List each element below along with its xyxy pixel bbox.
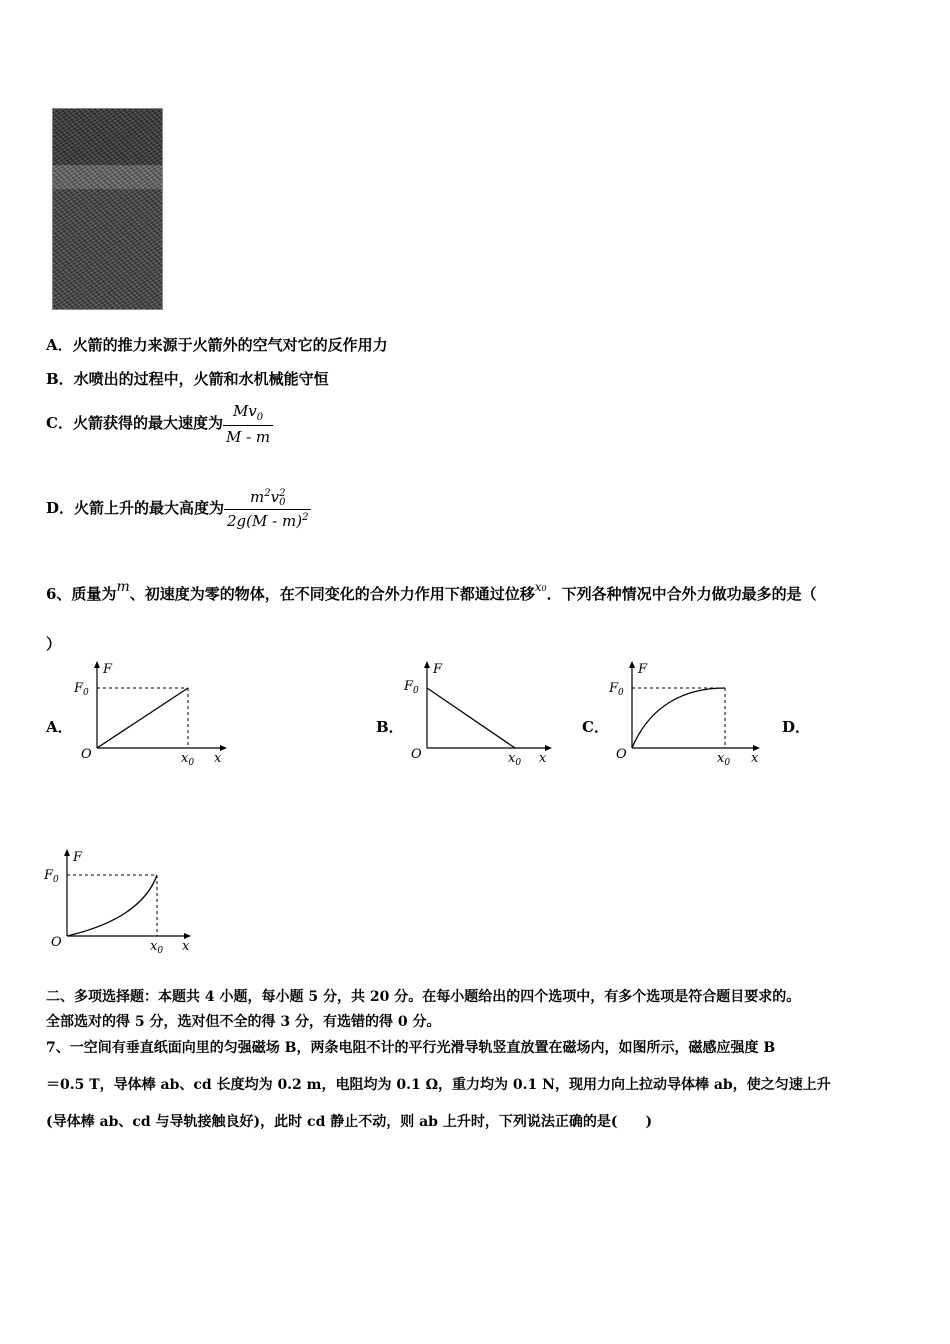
graph-a: [70, 660, 230, 770]
x0-sub: 0: [188, 758, 195, 768]
option-5c-label: C．火箭获得的最大速度为: [46, 414, 223, 432]
x-label: x: [214, 751, 222, 766]
option-5c: [46, 402, 273, 446]
q6-close-paren: ）: [46, 635, 62, 653]
fraction-d: [224, 488, 311, 530]
f-label: F: [103, 662, 113, 677]
f0-label: [73, 681, 89, 698]
option-5a: A．火箭的推力来源于火箭外的空气对它的反作用力: [46, 336, 388, 354]
water-rocket-photo: [52, 108, 163, 310]
section-2-scoring: 全部选对的得 5 分，选对但不全的得 3 分，有选错的得 0 分。: [46, 1014, 441, 1030]
f-label: F: [433, 662, 443, 677]
x0-label: [181, 751, 194, 768]
q6-part3: ．下列各种情况中合外力做功最多的是（: [546, 585, 817, 603]
q6-option-d-label: D．: [782, 718, 811, 736]
frac-c-den: M - m: [225, 428, 271, 446]
x0-x: x: [181, 751, 189, 766]
question-6-stem: [46, 579, 817, 607]
force-curve: [632, 688, 725, 748]
f0-sub: 0: [83, 688, 89, 698]
q6-option-c-label: C．: [582, 718, 609, 736]
frac-d-v-sup: 2: [279, 488, 286, 499]
q6-option-b-label: B．: [376, 718, 404, 736]
x0-label: [717, 751, 730, 768]
frac-d-den: 2g(M - m): [227, 512, 303, 530]
q6-option-a-label: A．: [46, 718, 73, 736]
question-7-line-2: ＝0.5 T，导体棒 ab、cd 长度均为 0.2 m，电阻均为 0.1 Ω，重力均为 0.1 N，现用力向上拉动导体棒 ab，使之匀速上升: [46, 1077, 831, 1093]
f0-label: [403, 679, 419, 696]
fraction-c: [223, 402, 273, 446]
force-curve: [427, 688, 515, 748]
origin-label: O: [411, 747, 422, 762]
y-arrow: [629, 661, 635, 668]
x0-label: [150, 939, 163, 956]
f0-sub: 0: [618, 688, 624, 698]
x0-label: [508, 751, 521, 768]
x0-sub: 0: [515, 758, 522, 768]
x0-x: x: [508, 751, 516, 766]
graph-b: [400, 660, 560, 770]
question-7-line-3: (导体棒 ab、cd 与导轨接触良好)，此时 cd 静止不动，则 ab 上升时，下列说法正确的是( ): [46, 1114, 653, 1130]
x-label: x: [751, 751, 759, 766]
f0-f: F: [609, 681, 619, 696]
force-curve: [67, 875, 157, 936]
force-curve: [97, 688, 188, 748]
graph-d: [40, 848, 200, 958]
frac-c-num: Mv: [232, 402, 257, 420]
f0-f: F: [74, 681, 84, 696]
origin-label: O: [616, 747, 627, 762]
section-2-heading: 二、多项选择题：本题共 4 小题，每小题 5 分，共 20 分。在每小题给出的四个选项中，有多个选项是符合题目要求的。: [46, 989, 801, 1005]
origin-label: O: [51, 935, 62, 950]
question-7-line-1: 7、一空间有垂直纸面向里的匀强磁场 B，两条电阻不计的平行光滑导轨竖直放置在磁场内，如图所示，磁感应强度 B: [46, 1040, 776, 1056]
y-arrow: [424, 661, 430, 668]
x0-sub: 0: [724, 758, 731, 768]
q6-part2: 、初速度为零的物体，在不同变化的合外力作用下都通过位移: [129, 585, 535, 603]
q6-var-m: m: [116, 579, 130, 595]
option-5d: [46, 488, 311, 530]
q6-var-x-sub: 0: [541, 584, 547, 593]
frac-d-m-sup: 2: [264, 488, 271, 499]
f0-sub: 0: [53, 875, 59, 885]
x0-sub: 0: [157, 946, 164, 956]
graph-c: [605, 660, 770, 770]
f-label: F: [638, 662, 648, 677]
option-5b: B．水喷出的过程中，火箭和水机械能守恒: [46, 370, 329, 388]
x0-x: x: [717, 751, 725, 766]
f0-label: [43, 868, 59, 885]
y-arrow: [64, 849, 70, 856]
frac-d-v-sub: 0: [279, 497, 286, 508]
f0-f: F: [44, 868, 54, 883]
x0-x: x: [150, 939, 158, 954]
frac-d-m: m: [249, 488, 265, 506]
frac-c-num-sub: 0: [256, 412, 264, 423]
frac-d-den-sup: 2: [302, 512, 309, 523]
f0-sub: 0: [413, 686, 419, 696]
x-label: x: [182, 939, 190, 954]
x-label: x: [539, 751, 547, 766]
option-5d-label: D．火箭上升的最大高度为: [46, 499, 225, 517]
q6-var-x: x: [534, 580, 542, 594]
y-arrow: [94, 661, 100, 668]
q6-part1: 6、质量为: [46, 585, 117, 603]
frac-d-v: v: [270, 488, 280, 506]
f0-label: [608, 681, 624, 698]
origin-label: O: [81, 747, 92, 762]
f-label: F: [73, 850, 83, 865]
f0-f: F: [404, 679, 414, 694]
